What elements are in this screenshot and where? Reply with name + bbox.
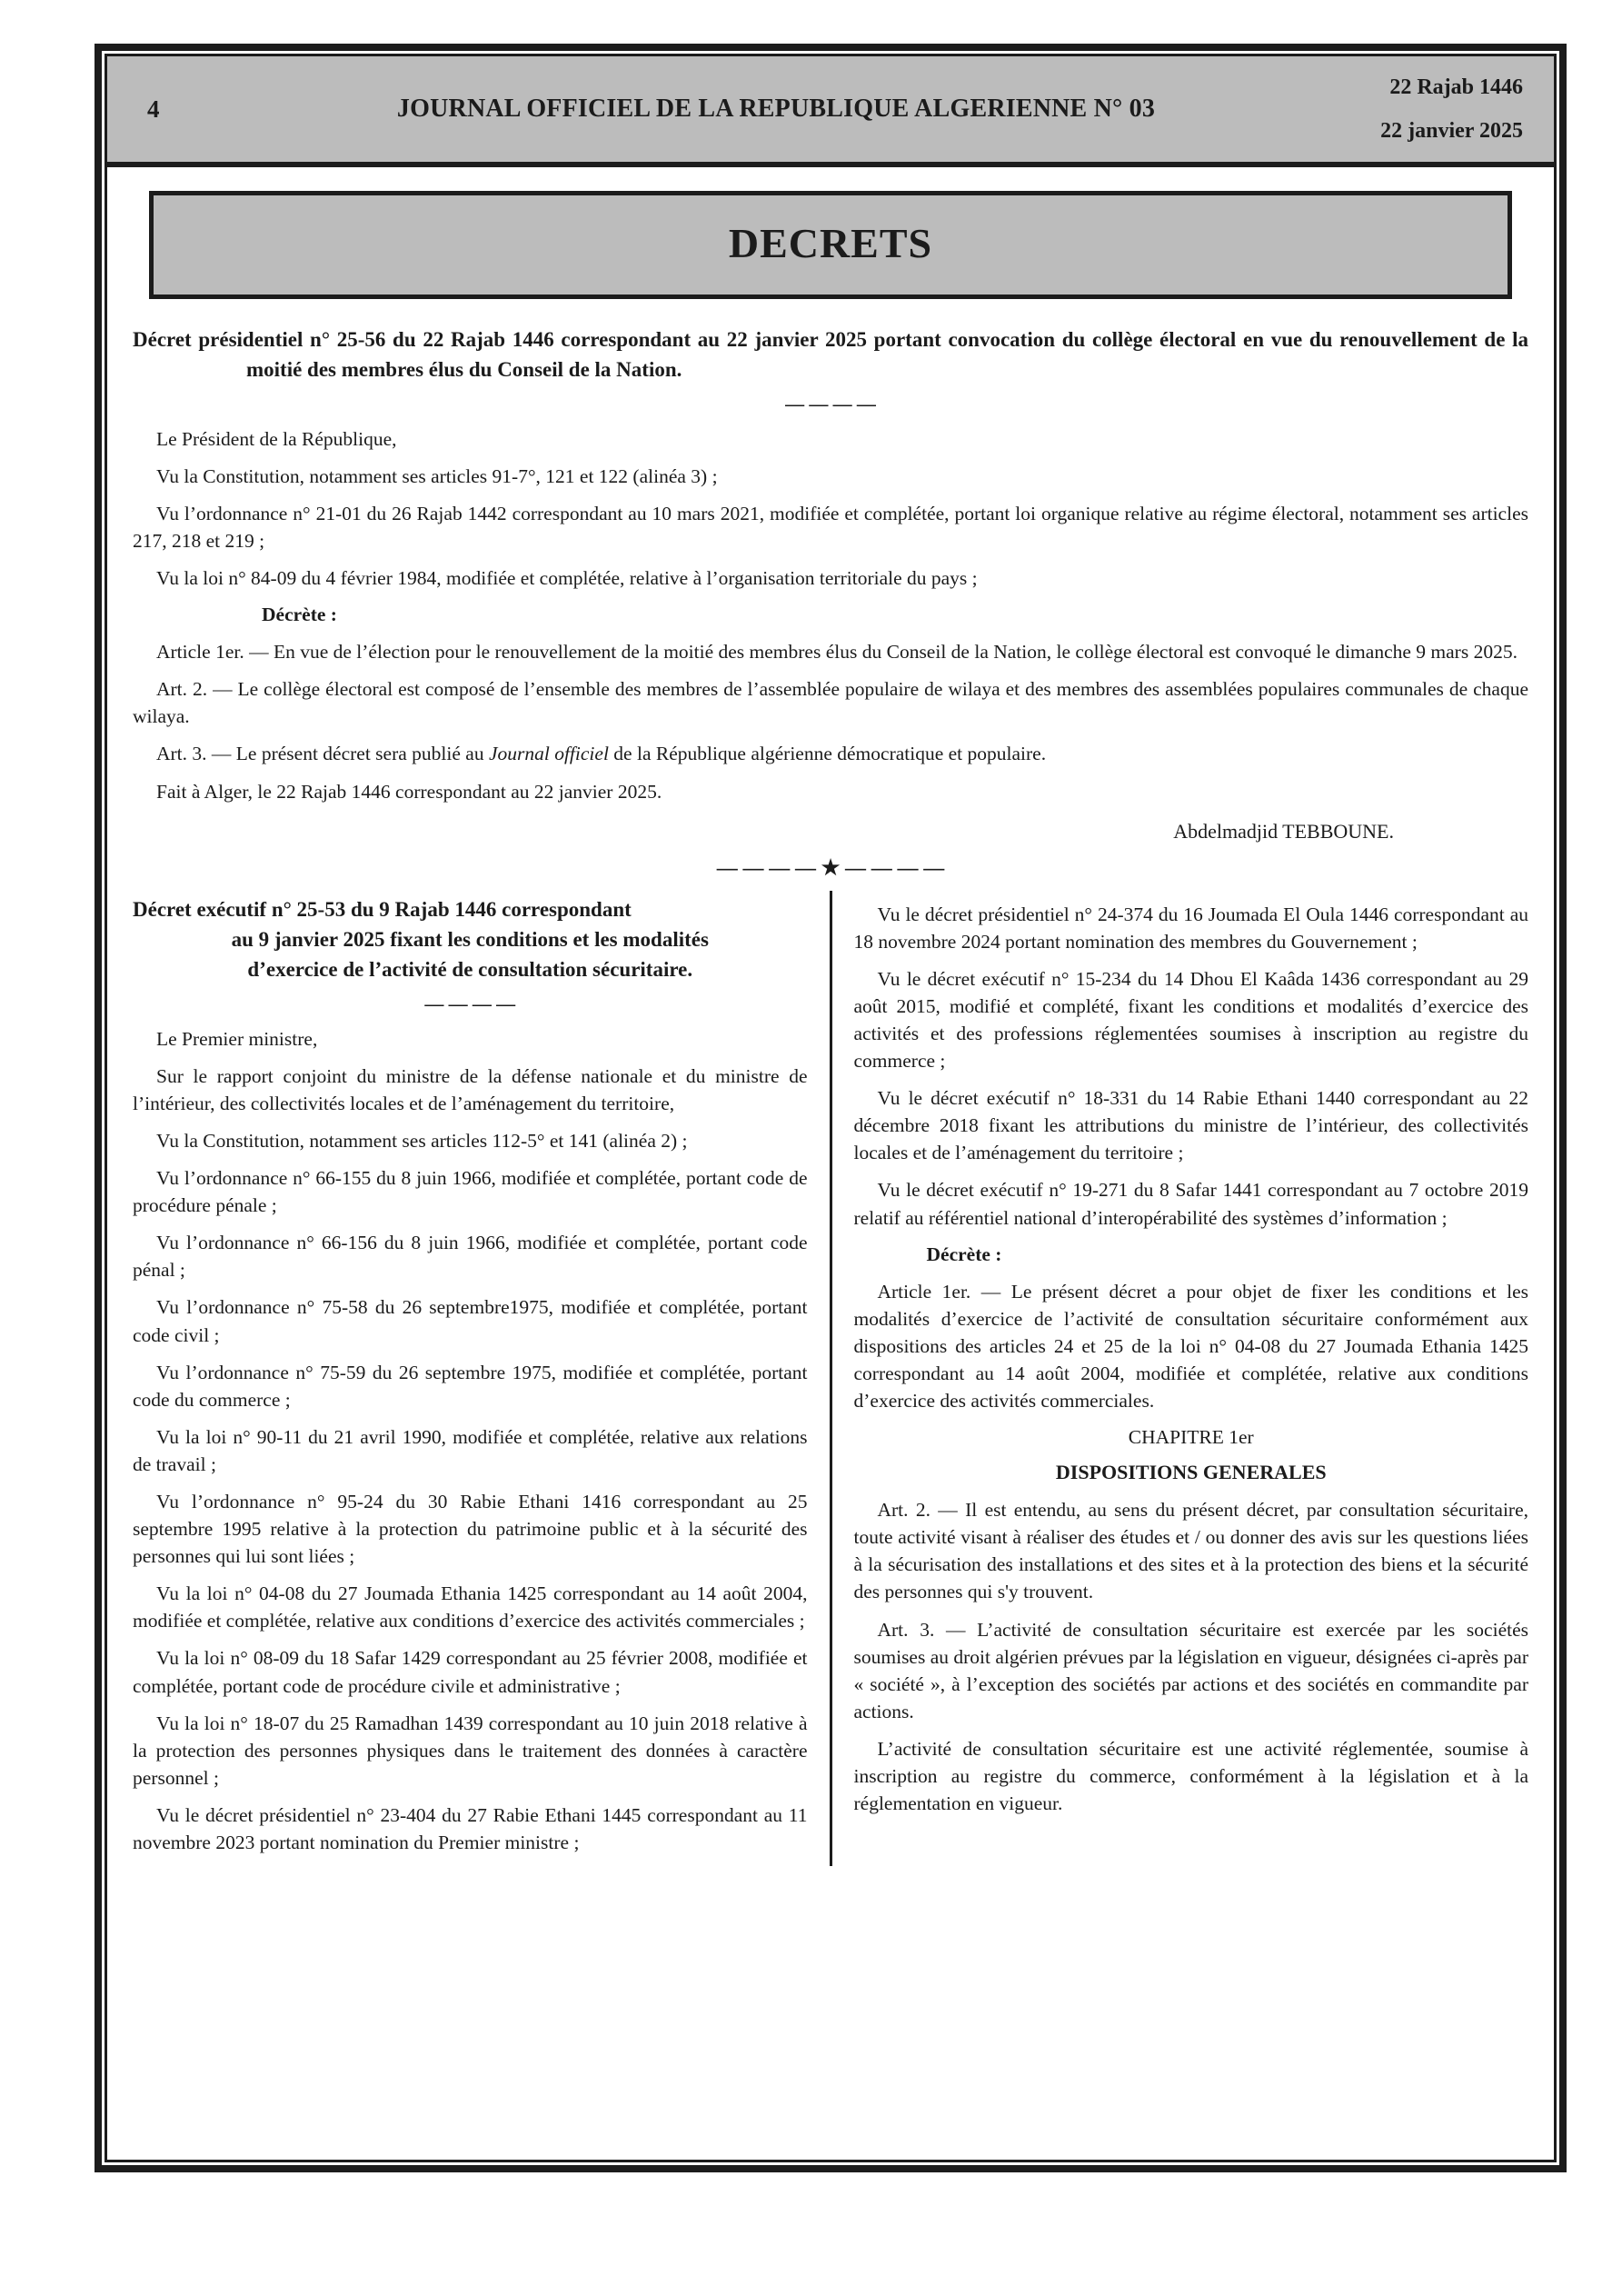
page-number: 4 (147, 95, 160, 123)
date-gregorian: 22 janvier 2025 (1380, 119, 1523, 143)
masthead (107, 56, 1554, 167)
signature: Abdelmadjid TEBBOUNE. (1173, 819, 1394, 843)
column-divider (830, 891, 832, 1866)
page-content (107, 191, 1554, 1866)
two-column-section (133, 891, 1528, 1866)
article-3-pre: Art. 3. — Le présent décret sera publié au (156, 743, 489, 765)
paragraph: Vu le décret exécutif n° 18-331 du 14 Rabie Ethani 1440 correspondant au 22 décembre 2018 fixant les attributions du ministre de l’intérieur, des collectivités locales et de l’aménagement du territoire ; (853, 1087, 1528, 1164)
issue-dates (1287, 65, 1554, 153)
decree-title-line: Décret exécutif n° 25-53 du 9 Rajab 1446 correspondant (133, 897, 632, 921)
paragraph: Vu le décret présidentiel n° 23-404 du 27 Rabie Ethani 1445 correspondant au 11 novembre 2023 portant nomination du Premier ministre ; (133, 1803, 808, 1853)
article-3: Art. 3. — L’activité de consultation sécuritaire est exercée par les sociétés soumises au droit algérien prévues par la législation en vigueur, désignées ci-après par « société », à l’exception des sociétés par actions et des sociétés en commandite par actions. (853, 1618, 1528, 1722)
paragraph: Vu l’ordonnance n° 66-156 du 8 juin 1966, modifiée et complétée, portant code pénal ; (133, 1232, 808, 1282)
page-frame (95, 44, 1567, 2172)
article-3-continuation: L’activité de consultation sécuritaire est une activité réglementée, soumise à inscription au registre du commerce, conformément à la législation et à la réglementation en vigueur. (853, 1737, 1528, 1815)
decrete-label: Décrète : (262, 604, 337, 626)
closing-line: Fait à Alger, le 22 Rajab 1446 correspondant au 22 janvier 2025. (156, 780, 662, 803)
dash-separator: — — — — (424, 992, 516, 1014)
paragraph: Vu la loi n° 18-07 du 25 Ramadhan 1439 correspondant au 10 juin 2018 relative à la protection des personnes physiques dans le traitement des données à caractère personnel ; (133, 1712, 808, 1789)
paragraph: Vu la loi n° 04-08 du 27 Joumada Ethania 1425 correspondant au 14 août 2004, modifiée et complétée, relative aux conditions d’exercice des activités commerciales ; (133, 1582, 808, 1632)
chapter-title: DISPOSITIONS GENERALES (1055, 1461, 1327, 1484)
section-title: DECRETS (728, 220, 933, 266)
decree-title-line: d’exercice de l’activité de consultation sécuritaire. (247, 958, 693, 982)
article-2: Art. 2. — Il est entendu, au sens du présent décret, par consultation sécuritaire, toute activité visant à réaliser des études et / ou donner des avis sur les questions liées à la sécurisation des installations et des sites et à la protection des biens et la sécurité des personnes qui s'y trouvent. (853, 1499, 1528, 1603)
paragraph: Vu le décret exécutif n° 15-234 du 14 Dhou El Kaâda 1436 correspondant au 29 août 2015, modifié et complété, fixant les conditions et modalités d’exercice des activités et des professions réglementées soumises à inscription au registre du commerce ; (853, 967, 1528, 1073)
chapter-heading: CHAPITRE 1er (1128, 1426, 1254, 1449)
article-3-post: de la République algérienne démocratique et populaire. (608, 743, 1047, 765)
right-column (854, 891, 1529, 1866)
dash-separator: — — — — (785, 392, 876, 414)
article-1: Article 1er. — Le présent décret a pour objet de fixer les conditions et les modalités d’exercice de l’activité de consultation sécuritaire conformément aux dispositions des articles 24 et 25 de la loi n° 04-08 du 27 Joumada Ethania 1425 correspondant au 14 août 2004, modifiée et complétée, relative aux conditions d’exercice des activités commerciales. (853, 1280, 1528, 1413)
paragraph: Vu la loi n° 84-09 du 4 février 1984, modifiée et complétée, relative à l’organisation territoriale du pays ; (156, 567, 978, 590)
paragraph: Vu la loi n° 08-09 du 18 Safar 1429 correspondant au 25 février 2008, modifiée et complétée, portant code de procédure civile et administrative ; (133, 1647, 808, 1697)
left-column (133, 891, 808, 1866)
date-hijri: 22 Rajab 1446 (1389, 75, 1523, 99)
journal-title: JOURNAL OFFICIEL DE LA REPUBLIQUE ALGERIENNE N° 03 (396, 95, 1156, 123)
paragraph: Vu la loi n° 90-11 du 21 avril 1990, modifiée et complétée, relative aux relations de travail ; (133, 1425, 808, 1475)
decree-title-line: au 9 janvier 2025 fixant les conditions et les modalités (231, 927, 709, 951)
paragraph: Vu l’ordonnance n° 66-155 du 8 juin 1966, modifiée et complétée, portant code de procédure pénale ; (133, 1167, 808, 1217)
paragraph: Vu le décret exécutif n° 19-271 du 8 Safar 1441 correspondant au 7 octobre 2019 relatif au référentiel national d’interopérabilité des systèmes d’information ; (853, 1179, 1528, 1229)
paragraph: Vu l’ordonnance n° 75-59 du 26 septembre 1975, modifiée et complétée, portant code du commerce ; (133, 1361, 808, 1411)
paragraph: Vu l’ordonnance n° 95-24 du 30 Rabie Ethani 1416 correspondant au 25 septembre 1995 relative à la protection du patrimoine public et à la sécurité des personnes qui lui sont liées ; (133, 1490, 808, 1568)
decree-title (133, 894, 808, 985)
article-2: Art. 2. — Le collège électoral est composé de l’ensemble des membres de l’assemblée populaire de wilaya et des membres des assemblées populaires communales de chaque wilaya. (133, 678, 1528, 728)
paragraph: Vu l’ordonnance n° 75-58 du 26 septembre1975, modifiée et complétée, portant code civil ; (133, 1296, 808, 1346)
decree-title: Décret présidentiel n° 25-56 du 22 Rajab 1446 correspondant au 22 janvier 2025 portant convocation du collège électoral en vue du renouvellement de la moitié des membres élus du Conseil de la Nation. (133, 328, 1528, 382)
paragraph: Sur le rapport conjoint du ministre de la défense nationale et du ministre de l’intérieur, des collectivités locales et de l’aménagement du territoire, (133, 1064, 808, 1114)
paragraph: Vu l’ordonnance n° 21-01 du 26 Rajab 1442 correspondant au 10 mars 2021, modifiée et complétée, portant loi organique relative au régime électoral, notamment ses articles 217, 218 et 219 ; (133, 502, 1528, 552)
star-separator: — — — — ★ — — — — (716, 855, 945, 879)
article-1: Article 1er. — En vue de l’élection pour le renouvellement de la moitié des membres élus du Conseil de la Nation, le collège électoral est convoqué le dimanche 9 mars 2025. (156, 641, 1518, 664)
article-3-italic: Journal officiel (488, 743, 609, 765)
decrete-label: Décrète : (926, 1243, 1002, 1265)
decree-presidentiel-25-56 (133, 324, 1528, 844)
article-3 (133, 740, 1528, 767)
page-frame-inner (104, 54, 1557, 2162)
paragraph: Vu la Constitution, notamment ses articles 112-5° et 141 (alinéa 2) ; (156, 1129, 688, 1152)
paragraph: Le Président de la République, (156, 427, 397, 450)
paragraph: Vu le décret présidentiel n° 24-374 du 16 Joumada El Oula 1446 correspondant au 18 novembre 2024 portant nomination des membres du Gouvernement ; (853, 903, 1528, 953)
section-banner (149, 191, 1512, 299)
paragraph: Vu la Constitution, notamment ses articles 91-7°, 121 et 122 (alinéa 3) ; (156, 464, 718, 487)
paragraph: Le Premier ministre, (156, 1027, 318, 1050)
